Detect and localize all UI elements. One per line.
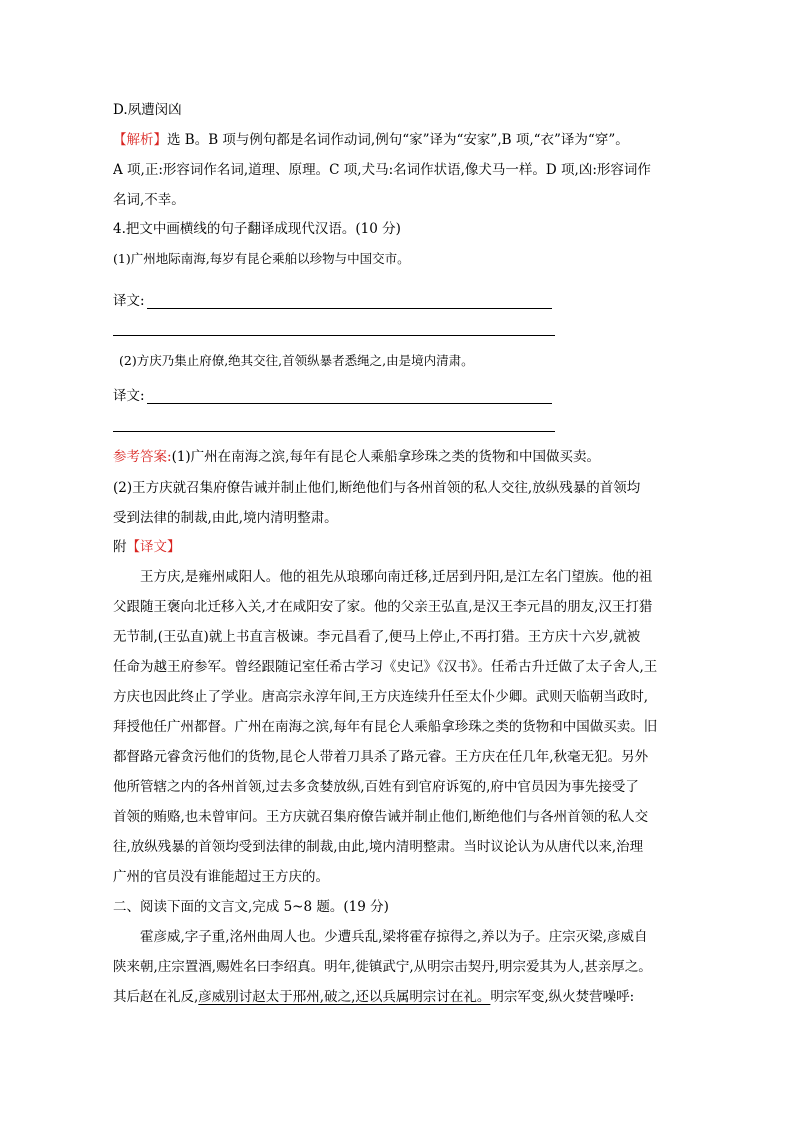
translation-line: 王方庆,是雍州咸阳人。他的祖先从琅琊向南迁移,迁居到丹阳,是江左名门望族。他的祖	[140, 569, 653, 585]
answer-line-1[interactable]	[147, 290, 552, 309]
classical-text-line: 霍彦威,字子重,洺州曲周人也。少遭兵乱,梁将霍存掠得之,养以为子。庄宗灭梁,彦威自	[140, 929, 648, 945]
translation-line: 广州的官员没有谁能超过王方庆的。	[113, 869, 329, 885]
translation-line: 首领的贿赂,也未曾审问。王方庆就召集府僚告诫并制止他们,断绝他们与各州首领的私人交	[113, 809, 649, 825]
answer-label: 参考答案:	[113, 449, 172, 465]
question-4-2: (2)方庆乃集止府僚,绝其交往,首领纵暴者悉绳之,由是境内清肃。	[119, 353, 474, 368]
translation-heading: 附【译文】	[113, 539, 181, 555]
yiwen-tag: 【译文】	[126, 539, 181, 555]
option-d: D.夙遭闵凶	[113, 102, 182, 118]
answer-full-line-2[interactable]	[113, 430, 685, 432]
answer-full-line-1[interactable]	[113, 334, 685, 336]
translation-line: 他所管辖之内的各州首领,过去多贪婪放纵,百姓有到官府诉冤的,府中官员因为事先接受了	[113, 779, 639, 795]
jiexi-tag: 【解析】	[113, 132, 167, 148]
classical-text-line: 其后赵在礼反,彦威别讨赵太于邢州,破之,还以兵属明宗讨在礼。明宗军变,纵火焚营噪呼:	[113, 989, 635, 1005]
yiwen-label-1: 译文:	[113, 293, 145, 309]
yiwen-label-2: 译文:	[113, 388, 145, 404]
translation-line: 任命为越王府参军。曾经跟随记室任希古学习《史记》《汉书》。任希古升迁做了太子舍人,王	[113, 659, 658, 675]
translation-line: 父跟随王褒向北迁移入关,才在咸阳安了家。他的父亲王弘直,是汉王李元昌的朋友,汉王打猎	[113, 599, 653, 615]
classical-text-line: 陕来朝,庄宗置酒,赐姓名曰李绍真。明年,徙镇武宁,从明宗击契丹,明宗爱其为人,甚亲厚之。	[113, 959, 652, 975]
translation-line: 拜授他任广州都督。广州在南海之滨,每年有昆仑人乘船拿珍珠之类的货物和中国做买卖。旧	[113, 719, 658, 735]
question-4-1: (1)广州地际南海,每岁有昆仑乘舶以珍物与中国交市。	[113, 251, 410, 266]
translation-line: 无节制,(王弘直)就上书直言极谏。李元昌看了,便马上停止,不再打猎。王方庆十六岁,就被	[113, 629, 641, 645]
jiexi-line-2: A 项,正:形容词作名词,道理、原理。C 项,犬马:名词作状语,像犬马一样。D 项,凶:形容词作	[113, 162, 651, 178]
jiexi-line-1: 【解析】选 B。B 项与例句都是名词作动词,例句“家”译为“安家”,B 项,“衣”译为“穿”。	[113, 132, 629, 148]
translation-line: 方庆也因此终止了学业。唐高宗永淳年间,王方庆连续升任至太仆少卿。武则天临朝当政时,	[113, 689, 649, 705]
reference-answer-2a: (2)王方庆就召集府僚告诫并制止他们,断绝他们与各州首领的私人交往,放纵残暴的首领均	[113, 480, 641, 496]
translation-line: 往,放纵残暴的首领均受到法律的制裁,由此,境内清明整肃。当时议论认为从唐代以来,治理	[113, 839, 644, 855]
answer-line-2[interactable]	[147, 385, 552, 404]
translation-line: 都督路元睿贪污他们的货物,昆仑人带着刀具杀了路元睿。王方庆在任几年,秋毫无犯。另外	[113, 749, 649, 765]
answer-row-2[interactable]	[113, 377, 685, 404]
answer-row-1[interactable]	[113, 282, 685, 309]
reference-answer-2b: 受到法律的制裁,由此,境内清明整肃。	[113, 510, 338, 526]
section-2-heading: 二、阅读下面的文言文,完成 5~8 题。(19 分)	[113, 899, 389, 915]
underlined-sentence: 彦威别讨赵太于邢州,破之,还以兵属明宗讨在礼。	[198, 989, 491, 1005]
jiexi-line-3: 名词,不幸。	[113, 192, 185, 208]
question-4: 4.把文中画横线的句子翻译成现代汉语。(10 分)	[113, 221, 401, 237]
reference-answer-1: 参考答案:(1)广州在南海之滨,每年有昆仑人乘船拿珍珠之类的货物和中国做买卖。	[113, 449, 600, 465]
